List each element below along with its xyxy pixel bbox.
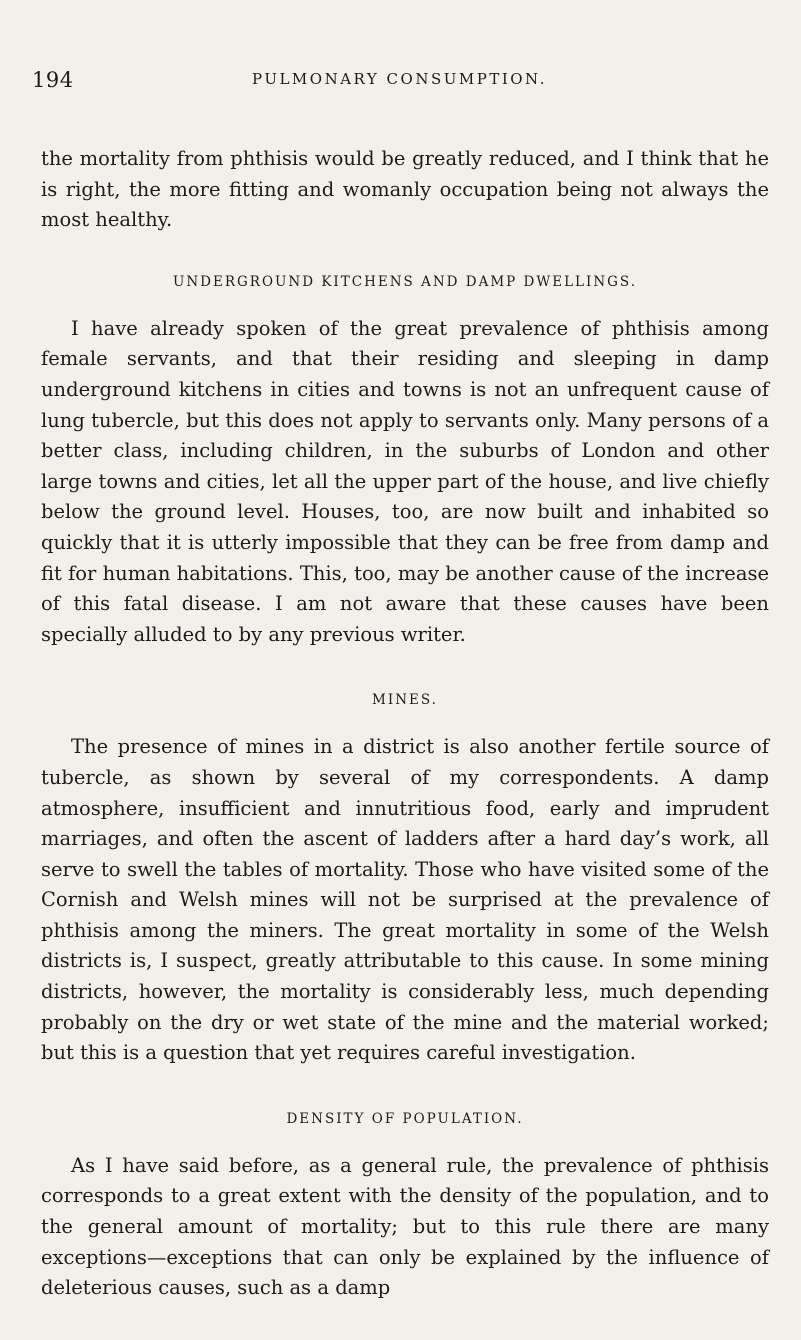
paragraph-mines: The presence of mines in a district is also another fertile source of tubercle, as shown by several of my correspondents. A damp atmosphere, insufficient and innutritious food, early and imprudent marriages, and often the ascent of ladders after a hard day’s work, all serve to swell the tables of mortality. Those who have visited some of the Cornish and Welsh mines will not be surprised at the prevalence of phthisis among the miners. The great mortality in some of the Welsh districts is, I suspect, greatly attributable to this cause. In some mining districts, however, the mortality is considerably less, much depending probably on the dry or wet state of the mine and the material worked; but this is a question that yet requires careful investigation. — [41, 735, 769, 1065]
paragraph-underground-kitchens: I have already spoken of the great prevalence of phthisis among female servants, and that their residing and sleeping in damp underground kitchens in cities and towns is not an unfrequent cause of lung tubercle, but this does not apply to servants only. Many persons of a better class, including children, in the suburbs of London and other large towns and cities, let all the upper part of the house, and live chiefly below the ground level. Houses, too, are now built and inhabited so quickly that it is utterly impossible that they can be free from damp and fit for human habitations. This, too, may be another cause of the increase of this fatal disease. I am not aware that these causes have been specially alluded to by any previous writer. — [41, 316, 769, 646]
paragraph-density: As I have said before, as a general rule, the prevalence of phthisis corresponds to a great extent with the density of the population, and to the general amount of mortality; but to this rule there are many exceptions—exceptions that can only be explained by the influence of deleterious causes, such as a damp — [41, 1153, 769, 1300]
continued-paragraph: the mortality from phthisis would be greatly reduced, and I think that he is right, the more fitting and womanly occupation being not always the most healthy. — [41, 147, 769, 232]
section-heading-density: DENSITY OF POPULATION. — [286, 1110, 524, 1127]
book-page — [32, 0, 767, 1340]
section-heading-mines: MINES. — [372, 692, 438, 709]
body-text — [41, 144, 769, 1304]
running-head — [32, 68, 767, 98]
section-heading-underground-kitchens: UNDERGROUND KITCHENS AND DAMP DWELLINGS. — [172, 273, 637, 290]
running-title: PULMONARY CONSUMPTION. — [252, 70, 547, 88]
page-number: 194 — [32, 68, 74, 92]
